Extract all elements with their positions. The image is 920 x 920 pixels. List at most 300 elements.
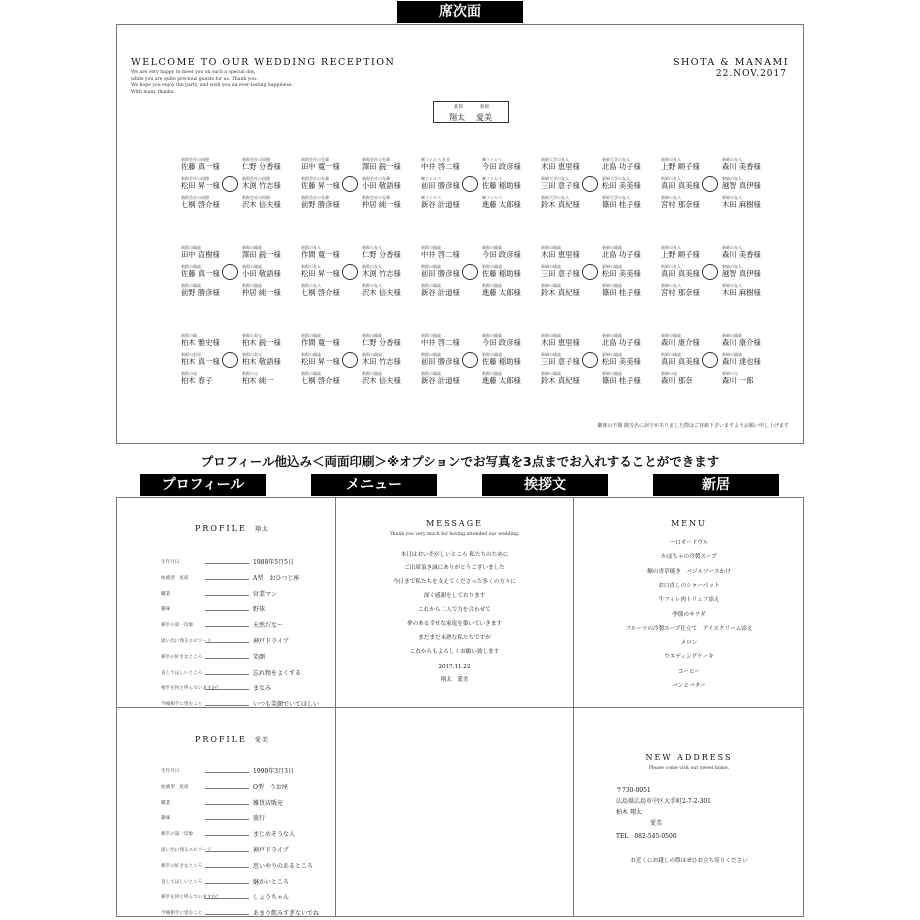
profile-row [161,861,351,873]
guest-name: 木渕 竹志様 [242,181,281,190]
guest-seat [602,245,641,259]
guest-table [536,245,656,297]
guest-name: 新谷 計道様 [421,376,460,385]
welcome-message [131,70,331,96]
guest-relation: 新婦の親戚 [541,371,561,376]
guest-seat [242,264,281,278]
guest-relation: 新郎の親戚 [421,245,441,250]
groom-profile [117,498,335,707]
guest-relation: 新郎の親戚 [362,371,382,376]
guest-seat [362,283,401,297]
guest-relation: 新婦の親戚 [602,371,622,376]
guest-relation: 新郎の親 [181,333,197,338]
guest-relation: 新郎の親戚 [482,245,502,250]
guest-relation: 新郎会社の同僚 [242,195,270,200]
guest-name: 柏木 敬語様 [242,357,281,366]
guest-relation: 新婦大学の友人 [541,176,569,181]
table-circle-icon [582,264,598,280]
profile-leader-line [205,804,249,805]
guest-seat [301,157,340,171]
profile-label: 趣味 [161,816,171,822]
guest-seat [482,283,521,297]
guest-seat [181,195,220,209]
guest-seat [181,264,220,278]
guest-seat [722,264,761,278]
guest-name: 柏木 雅史様 [181,338,220,347]
table-circle-icon [222,352,238,368]
profile-label: 趣味 [161,607,171,613]
guest-name: 仲居 純一様 [242,288,281,297]
guest-relation: 新婦の友人 [722,195,742,200]
guest-name: 今田 政彦様 [482,162,521,171]
profile-row [161,604,351,616]
guest-name: 佐藤 真一様 [181,269,220,278]
guest-seat [242,283,281,297]
profile-label: 直してほしいところ [161,879,203,885]
guest-relation: 新郎の叔父 [242,333,262,338]
profile-value: O型 うお座 [253,783,288,791]
guest-relation: 新郎の親戚 [421,333,441,338]
profile-label: 血液型 星座 [161,575,189,581]
message-line: 夢のある幸せな家庭を築いていきます [406,621,503,627]
guest-relation: 新婦の親戚 [602,245,622,250]
menu-item: かぼちゃの冷製スープ [661,554,717,561]
guest-name: 中井 啓二様 [421,162,460,171]
guest-name: 木田 麻樹様 [722,200,761,209]
welcome-line: With many thanks. [131,89,175,95]
message-line: これからもよろしくお願い致します [409,649,500,655]
guest-name: 上野 順子様 [661,250,700,259]
guest-relation: 新婦の親戚 [541,352,561,357]
guest-relation: 新郎の友人 [301,264,321,269]
profile-label: 生年月日 [161,769,180,774]
guest-table [656,245,776,297]
guest-relation: 新婦の親戚 [661,352,681,357]
booklet-panel [116,497,804,917]
profile-value: まじめそうな人 [253,831,296,839]
guest-seat [362,333,401,347]
profile-row [161,813,351,825]
guest-name: 木田 恵里様 [541,162,580,171]
guest-name: 北島 功子様 [602,338,641,347]
welcome-line: We are very happy to meet you on such a special day, [131,70,256,75]
guest-relation: 新郎の叔父 [242,352,262,357]
guest-relation: 新郎の親戚 [181,283,201,288]
guest-seat [661,245,700,259]
address-name-2: 愛美 [650,820,663,827]
guest-relation: 新婦の親戚 [541,283,561,288]
guest-seat [602,283,641,297]
guest-name: 上野 順子様 [661,162,700,171]
guest-relation: 新婦大学の友人 [541,157,569,162]
guest-table [656,333,776,385]
guest-seat [181,371,213,385]
bride-profile-title [195,735,269,744]
guest-relation: 新郎の親戚 [482,371,502,376]
guest-seat [362,264,401,278]
guest-seat [482,176,521,190]
guest-seat [242,333,281,347]
guest-seat [482,371,521,385]
profile-label: 生年月日 [161,560,180,565]
profile-row [161,668,351,680]
bride-profile [117,707,335,916]
guest-seat [541,264,580,278]
address-subtitle: Please come visit our sweet home. [648,766,730,771]
guest-seat [722,176,761,190]
guest-name: 中井 啓二様 [421,250,460,259]
guest-relation: 新婦大学の友人 [602,176,630,181]
address-name-1: 柏木 翔太 [616,809,642,816]
guest-seat [362,245,401,259]
profile-row [161,573,351,585]
option-notice: プロフィール他込み＜両面印刷＞※オプションでお写真を3点までお入れすることができます [200,454,720,469]
guest-relation: 新郎の親戚 [482,352,502,357]
guest-name: 木田 恵里様 [541,338,580,347]
guest-name: 七桐 啓介様 [301,376,340,385]
guest-relation: 新婦の親戚 [541,245,561,250]
tab-seating: 席次面 [397,1,523,23]
message-signature: 翔太 愛美 [440,677,469,683]
guest-seat [421,245,460,259]
guest-name: 北島 功子様 [602,250,641,259]
tab-menu: メニュー [311,474,437,496]
guest-name: 森川 那奈 [661,376,693,385]
guest-name: 越智 真伊様 [722,181,761,190]
profile-row [161,845,351,857]
guest-relation: 新郎の親戚 [421,283,441,288]
guest-seat [602,195,641,209]
guest-relation: 新婦の父 [722,371,738,376]
guest-seat [722,371,754,385]
guest-relation: 新郎会社の先輩 [301,157,329,162]
guest-relation: 新婦の親戚 [602,352,622,357]
guest-seat [541,245,580,259]
table-circle-icon [342,264,358,280]
guest-relation: 新婦大学の友人 [602,195,630,200]
tab-profile: プロフィール [140,474,266,496]
guest-relation: 新婦の親戚 [661,333,681,338]
message-subtitle: Thank you very much for having attended our wedding. [389,532,520,537]
guest-table [536,157,656,209]
groom-profile-heading: PROFILE [195,524,247,533]
guest-name: 森川 一郎 [722,376,754,385]
guest-name: 松田 美美様 [602,269,641,278]
guest-table [176,157,296,209]
message-title: MESSAGE [426,519,483,528]
guest-name: 宮村 那奈様 [661,200,700,209]
guest-seat [242,245,281,259]
profile-leader-line [205,788,249,789]
address-phone: TEL 082-545-0500 [616,833,677,840]
menu-item: パンとバター [672,683,706,689]
profile-row [161,798,351,810]
guest-name: 作間 寛一様 [301,338,340,347]
profile-value: 笑顔 [253,653,266,661]
guest-seat [541,352,580,366]
guest-name: 進藤 太郎様 [482,288,521,297]
guest-relation: 新婦の友人 [661,176,681,181]
guest-relation: 新郎の祖母 [181,352,201,357]
profile-row [161,829,351,841]
guest-seat [362,157,401,171]
profile-label: 相手の好きなところ [161,654,203,660]
guest-relation: 新郎会社の先輩 [362,157,390,162]
guest-name: 木田 恵里様 [541,250,580,259]
profile-leader-line [205,914,249,915]
guest-name: 柏木 春子 [181,376,213,385]
guest-name: 三田 意子様 [541,269,580,278]
guest-seat [661,157,700,171]
guest-table [416,245,536,297]
guest-seat [362,371,401,385]
profile-value: 神戸ドライブ [253,847,289,854]
bride-name: 愛美 [476,113,492,122]
guest-relation: 新郎会社の先輩 [362,176,390,181]
profile-leader-line [205,867,249,868]
guest-relation: 新郎の親戚 [181,245,201,250]
guest-name: 森川 美香様 [722,250,761,259]
profile-leader-line [205,642,249,643]
guest-name: 柏木 鋭一様 [242,338,281,347]
guest-seat [482,157,521,171]
profile-value: しょうちゃん [253,894,290,902]
profile-value: 1988年5月5日 [253,559,294,566]
guest-name: 真田 真美様 [661,269,700,278]
guest-seat [541,333,580,347]
profile-value: 営業マン [253,590,278,598]
guest-table [416,333,536,385]
guest-name: 松田 昇一様 [301,357,340,366]
guest-relation: 新郎の親戚 [362,333,382,338]
message-line: まだまだ未熟な私たちですが [418,635,491,641]
table-circle-icon [702,264,718,280]
table-circle-icon [222,264,238,280]
guest-seat [421,333,460,347]
groom-name: 翔太 [449,113,465,122]
guest-name: 森川 康介様 [722,338,761,347]
guest-relation: 新郎の親戚 [362,352,382,357]
profile-value: 野球 [253,606,266,614]
profile-leader-line [205,772,249,773]
guest-relation: ㈱ファルベ [482,157,502,162]
profile-row [161,620,351,632]
guest-name: 木田 竹志様 [362,357,401,366]
table-circle-icon [462,352,478,368]
guest-seat [661,333,700,347]
guest-seat [301,371,340,385]
guest-relation: 新郎の親戚 [482,333,502,338]
profile-leader-line [205,689,249,690]
guest-name: 佐藤 稲助様 [482,181,521,190]
guest-relation: 新婦大学の友人 [541,195,569,200]
profile-leader-line [205,819,249,820]
guest-relation: 新婦の友人 [722,264,742,269]
table-circle-icon [462,176,478,192]
bride-role: 新婦 [480,105,489,110]
guest-name: 新谷 計道様 [421,288,460,297]
guest-seat [181,176,220,190]
welcome-title: WELCOME TO OUR WEDDING RECEPTION [131,57,396,68]
guest-seat [301,245,340,259]
guest-relation: 新婦の友人 [661,245,681,250]
guest-relation: 新郎の親戚 [421,264,441,269]
guest-relation: 新婦の親戚 [541,333,561,338]
menu-section [574,498,804,707]
guest-table [536,333,656,385]
guest-relation: 新郎の友人 [362,264,382,269]
guest-relation: 新郎の友人 [362,283,382,288]
guest-name: 前田 勝彦様 [421,181,460,190]
guest-relation: 新婦の友人 [722,157,742,162]
profile-label: 相手を何と呼んでいますか？ [161,686,221,692]
profile-leader-line [205,595,249,596]
groom-profile-title [195,524,269,533]
guest-relation: 新婦の母 [661,371,677,376]
message-line: 本日はおいそがしいところ 私たちのために [400,552,509,558]
menu-item: コーヒー [677,668,701,675]
guest-seat [421,157,460,171]
guest-seat [722,195,761,209]
guest-relation: ㈱ファルベ 社長 [421,157,451,162]
profile-value: いつも笑顔でいてほしい [253,701,320,709]
menu-item: メロン [680,640,698,647]
guest-name: 森川 達也様 [722,357,761,366]
menu-item: 鰯の香草焼き バジルソースかけ [647,568,731,575]
profile-label: 相手の好きなところ [161,863,203,869]
guest-relation: ㈱ファルベ [482,195,502,200]
profile-value: 1990年3月3日 [253,768,294,775]
guest-name: 篠田 桂子様 [602,200,641,209]
guest-seat [661,195,700,209]
guest-relation: 新郎の親戚 [421,371,441,376]
profile-leader-line [205,851,249,852]
guest-name: 三田 意子様 [541,357,580,366]
guest-table [416,157,536,209]
guest-name: 仁野 分香様 [242,162,281,171]
guest-name: 松田 昇一様 [301,269,340,278]
apology-note: 御席の不順 御芳名に誤字がありました際はご容赦下さいますようお願い申し上げます [597,423,789,429]
guest-name: 仁野 分香様 [362,250,401,259]
table-circle-icon [342,176,358,192]
profile-value: あまり飲みすぎないでね [253,910,320,918]
guest-relation: 新郎会社の同僚 [242,176,270,181]
guest-name: 佐藤 昇一様 [301,181,340,190]
profile-value: 天然だな〜 [253,622,284,630]
guest-seat [301,176,340,190]
guest-name: 真田 真美様 [661,357,700,366]
guest-seat [301,195,340,209]
guest-name: 作間 寛一様 [301,250,340,259]
guest-table [296,157,416,209]
guest-table [296,245,416,297]
profile-row [161,877,351,889]
menu-item: お口直しのシャーベット [658,582,720,589]
guest-relation: 新郎会社の先輩 [301,176,329,181]
profile-label: 直してほしいところ [161,670,203,676]
guest-relation: 新郎の親戚 [242,245,262,250]
guest-table [176,245,296,297]
profile-row [161,683,351,695]
table-circle-icon [342,352,358,368]
guest-name: 澤田 鋭一様 [242,250,281,259]
guest-relation: 新郎会社の同僚 [181,176,209,181]
guest-name: 新谷 計道様 [421,200,460,209]
guest-name: 鈴木 真紀様 [541,200,580,209]
profile-leader-line [205,579,249,580]
guest-seat [602,176,641,190]
menu-title: MENU [671,519,707,528]
address-street: 広島県広島市中区大手町2-7-2-301 [616,798,711,805]
guest-seat [421,283,460,297]
guest-seat [661,352,700,366]
guest-seat [541,157,580,171]
guest-seat [242,371,274,385]
guest-relation: 新婦の友人 [661,283,681,288]
guest-seat [181,352,220,366]
guest-name: 中井 啓二様 [421,338,460,347]
profile-value: まなみ [253,685,272,693]
guest-seat [242,352,281,366]
guest-name: 木渕 竹志様 [362,269,401,278]
address-postal: 〒730-0051 [616,787,651,794]
guest-relation: 新郎会社の同僚 [181,195,209,200]
groom-profile-name: 翔太 [254,526,269,533]
guest-relation: 新婦の友人 [661,157,681,162]
guest-seat [242,195,281,209]
guest-seat [181,245,220,259]
table-circle-icon [582,176,598,192]
guest-relation: 新郎の父 [242,371,258,376]
profile-leader-line [205,883,249,884]
guest-seat [421,195,460,209]
profile-leader-line [205,674,249,675]
guest-table [296,333,416,385]
guest-name: 前田 勝彦様 [421,269,460,278]
welcome-line: We hope you enjoy the party, and wish you an ever-lasting happiness. [131,83,293,89]
guest-name: 篠田 桂子様 [602,376,641,385]
profile-leader-line [205,658,249,659]
guest-seat [482,264,521,278]
table-circle-icon [582,352,598,368]
guest-name: 沢木 信夫様 [242,200,281,209]
guest-seat [602,264,641,278]
bride-profile-heading: PROFILE [195,735,247,744]
profile-row [161,908,351,920]
profile-label: 相手の第一印象 [161,832,194,838]
guest-relation: 新婦の友人 [722,283,742,288]
profile-value: 思いやりのあるところ [253,862,314,870]
guest-relation: 新郎の親戚 [301,333,321,338]
bride-profile-name: 愛美 [254,737,269,744]
guest-name: 柏木 純一 [242,376,274,385]
profile-label: 職業 [161,591,171,597]
guest-name: 前野 勝彦様 [301,200,340,209]
guest-name: 前野 勝彦様 [181,288,220,297]
guest-relation: 新婦の親戚 [602,283,622,288]
guest-seat [482,195,521,209]
guest-seat [661,283,700,297]
guest-seat [362,352,401,366]
message-section [336,498,573,707]
guest-seat [421,352,460,366]
guest-seat [541,371,580,385]
guest-name: 小田 敬語様 [242,269,281,278]
guest-seat [661,371,693,385]
guest-seat [301,352,340,366]
profile-value: 忘れ物をよくする [253,669,302,677]
guest-name: 佐藤 稲助様 [482,357,521,366]
